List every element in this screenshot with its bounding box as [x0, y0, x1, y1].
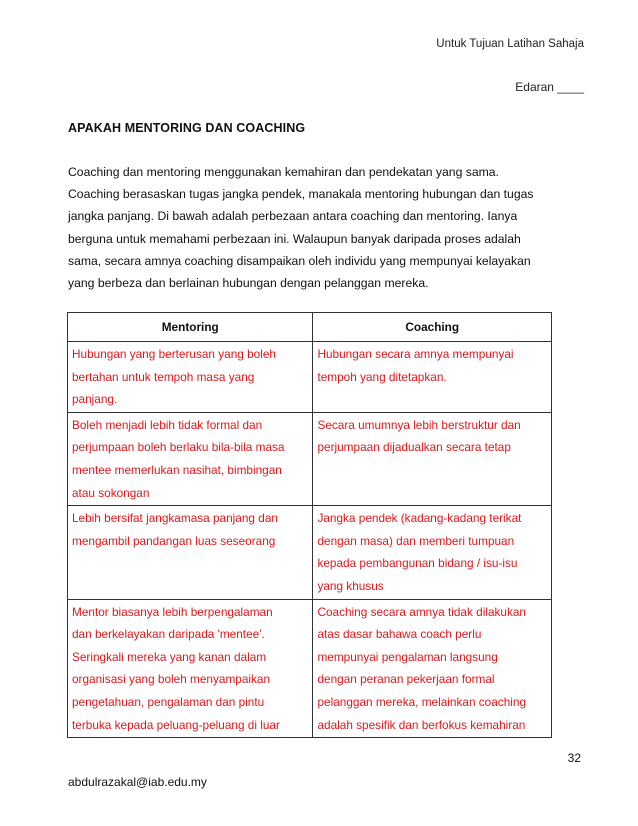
- mentoring-cell-line: atau sokongan: [72, 485, 150, 500]
- coaching-cell-line: mempunyai pengalaman langsung: [317, 649, 498, 664]
- mentoring-cell-line: mentee memerlukan nasihat, bimbingan: [72, 462, 282, 477]
- header-coaching: Coaching: [313, 313, 552, 342]
- mentoring-cell-line: Hubungan yang berterusan yang boleh: [72, 347, 276, 361]
- comparison-table: [67, 312, 552, 738]
- mentoring-cell-line: mengambil pandangan luas seseorang: [72, 533, 276, 548]
- intro-line: sama, secara amnya coaching disampaikan oleh individu yang mempunyai kelayakan: [68, 253, 531, 268]
- footer-email: abdulrazakal@iab.edu.my: [68, 775, 207, 789]
- intro-paragraph: [68, 161, 568, 294]
- mentoring-cell: [68, 342, 313, 413]
- coaching-cell-line: Coaching secara amnya tidak dilakukan: [317, 604, 526, 619]
- table-row: [68, 412, 552, 505]
- coaching-cell-line: dengan peranan pekerjaan formal: [317, 672, 495, 687]
- edaran-label: Edaran ____: [515, 80, 584, 94]
- mentoring-cell-line: bertahan untuk tempoh masa yang: [72, 369, 255, 384]
- mentoring-cell-line: Seringkali mereka yang kanan dalam: [72, 649, 267, 664]
- intro-line: jangka panjang. Di bawah adalah perbezaan antara coaching dan mentoring. Ianya: [68, 209, 518, 224]
- header-note: Untuk Tujuan Latihan Sahaja: [436, 38, 584, 50]
- coaching-cell-line: tempoh yang ditetapkan.: [317, 369, 447, 384]
- coaching-cell-line: adalah spesifik dan berfokus kemahiran: [317, 717, 526, 732]
- table-row: [68, 506, 552, 599]
- mentoring-cell: [68, 506, 313, 599]
- coaching-cell-line: dengan masa) dan memberi tumpuan: [317, 533, 515, 548]
- intro-line: Coaching berasaskan tugas jangka pendek, manakala mentoring hubungan dan tugas: [68, 187, 534, 202]
- coaching-cell-line: Hubungan secara amnya mempunyai: [317, 347, 514, 361]
- coaching-cell-line: yang khusus: [317, 578, 384, 593]
- mentoring-cell-line: Mentor biasanya lebih berpengalaman: [72, 604, 273, 619]
- coaching-cell: [313, 412, 552, 505]
- mentoring-cell-line: terbuka kepada peluang-peluang di luar: [72, 717, 280, 732]
- coaching-cell-line: kepada pembangunan bidang / isu-isu: [317, 556, 518, 571]
- table-header-row: [68, 313, 552, 342]
- mentoring-cell-line: perjumpaan boleh berlaku bila-bila masa: [72, 440, 285, 455]
- mentoring-cell-line: panjang.: [72, 392, 118, 407]
- header-mentoring: Mentoring: [68, 313, 313, 342]
- coaching-cell-line: pelanggan mereka, melainkan coaching: [317, 694, 527, 709]
- coaching-cell-line: atas dasar bahawa coach perlu: [317, 627, 482, 642]
- coaching-cell-line: Secara umumnya lebih berstruktur dan: [317, 417, 521, 432]
- intro-line: berguna untuk memahami perbezaan ini. Walaupun banyak daripada proses adalah: [68, 231, 521, 246]
- mentoring-cell-line: dan berkelayakan daripada 'mentee'.: [72, 627, 265, 642]
- table-body: [68, 342, 552, 738]
- mentoring-cell-line: Lebih bersifat jangkamasa panjang dan: [72, 511, 278, 526]
- coaching-cell: [313, 342, 552, 413]
- mentoring-cell: [68, 412, 313, 505]
- coaching-cell-line: perjumpaan dijadualkan secara tetap: [317, 440, 511, 455]
- table-row: [68, 599, 552, 738]
- page-number: 32: [567, 751, 581, 765]
- mentoring-cell-line: pengetahuan, pengalaman dan pintu: [72, 694, 265, 709]
- mentoring-cell: [68, 599, 313, 738]
- intro-line: Coaching dan mentoring menggunakan kemahiran dan pendekatan yang sama.: [68, 165, 499, 179]
- page-title: APAKAH MENTORING DAN COACHING: [68, 121, 306, 135]
- table-row: [68, 342, 552, 413]
- mentoring-cell-line: organisasi yang boleh menyampaikan: [72, 672, 271, 687]
- coaching-cell-line: Jangka pendek (kadang-kadang terikat: [317, 511, 522, 526]
- coaching-cell: [313, 506, 552, 599]
- intro-line: yang berbeza dan berlainan hubungan dengan pelanggan mereka.: [68, 276, 429, 291]
- mentoring-cell-line: Boleh menjadi lebih tidak formal dan: [72, 417, 263, 432]
- coaching-cell: [313, 599, 552, 738]
